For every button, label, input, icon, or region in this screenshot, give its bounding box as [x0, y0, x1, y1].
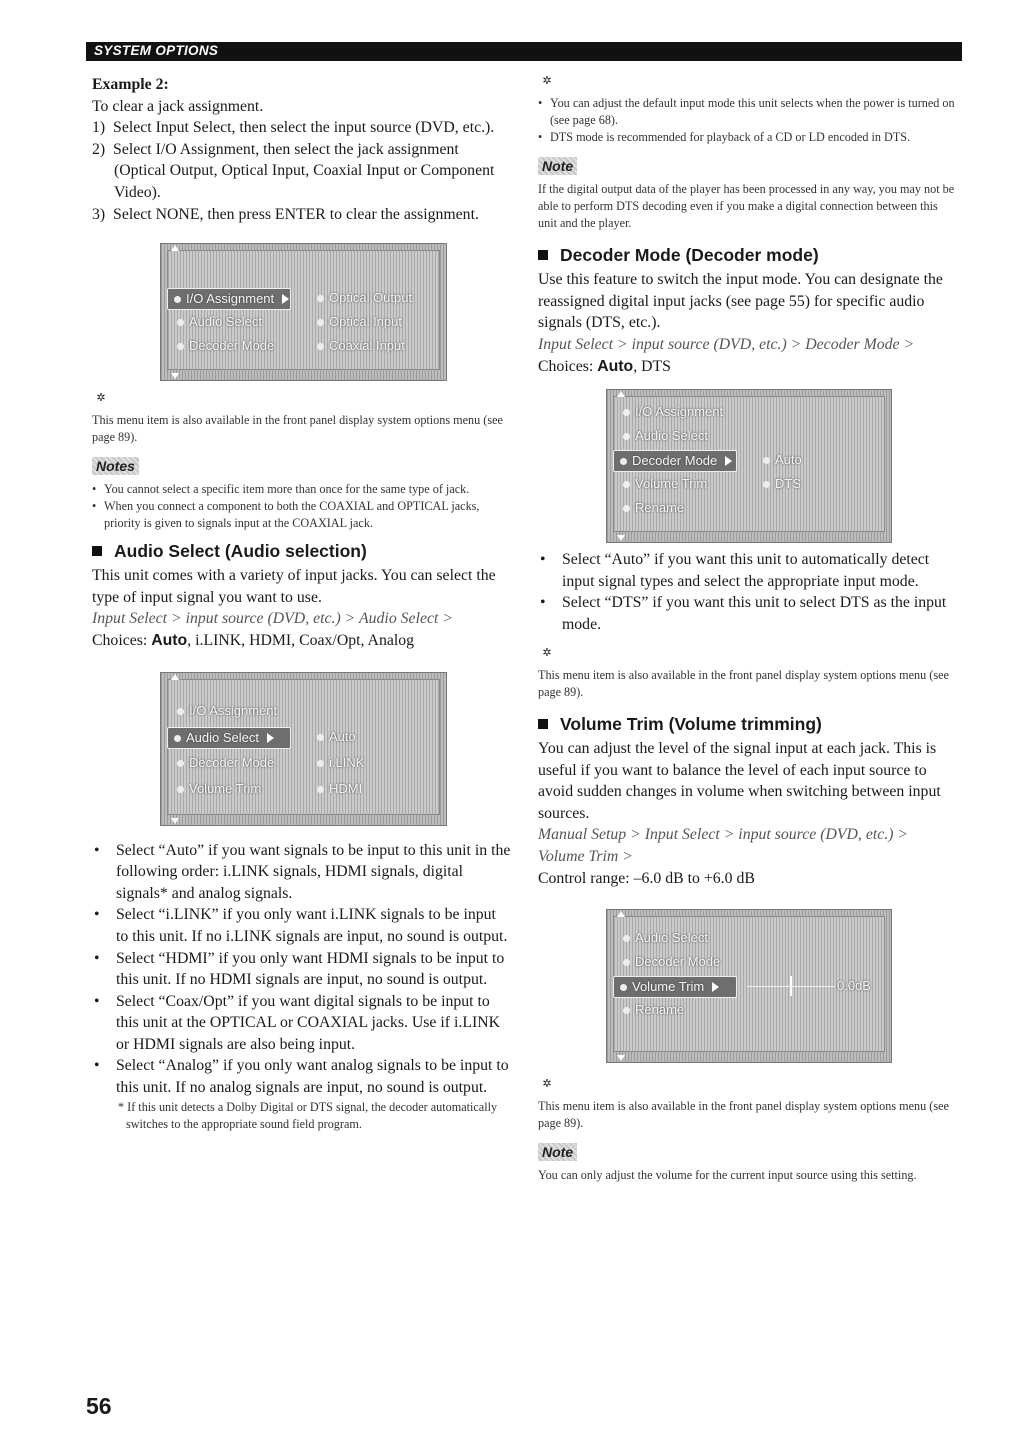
page-number: 56 — [86, 1393, 112, 1419]
osd-row-decoder-mode: Decoder Mode — [171, 753, 274, 773]
notes-label: Notes — [92, 457, 139, 475]
step-3: 3) Select NONE, then press ENTER to clear the assignment. — [92, 205, 479, 223]
osd-row-decoder-mode: Decoder Mode — [171, 336, 274, 356]
volume-trim-desc: You can adjust the level of the signal input at each jack. This is useful if you want to balance the level of each input source to avoid sudden changes in volume when switching between input sources. — [538, 739, 941, 822]
volume-trim-note: You can only adjust the volume for the current input source using this setting. — [538, 1167, 917, 1182]
audio-select-bullets — [92, 840, 512, 1099]
osd-screen-decoder-mode — [606, 389, 892, 543]
audio-select-path: Input Select > input source (DVD, etc.) > Audio Select > — [92, 610, 453, 628]
footnote: * If this unit detects a Dolby Digital or DTS signal, the decoder automatically switches to the appropriate sound field program. — [118, 1099, 498, 1131]
osd-option-optical-output: Optical Output — [311, 288, 412, 308]
volume-trim-heading: Volume Trim (Volume trimming) — [538, 713, 958, 735]
osd-option-auto: Auto — [311, 727, 356, 747]
section-header-bar — [86, 42, 962, 61]
tip-text-1: This menu item is also available in the front panel display system options menu (see page 89). — [92, 413, 503, 445]
osd-row-audio-select: Audio Select — [171, 312, 262, 332]
volume-trim-tip: This menu item is also available in the front panel display system options menu (see page 89). — [538, 1099, 949, 1131]
osd-option-auto: Auto — [757, 450, 802, 470]
note-text-1: If the digital output data of the player has been processed in any way, you may not be able to perform DTS decoding even if you make a digital connection between this unit and the player. — [538, 181, 955, 231]
osd-option-dts: DTS — [757, 474, 801, 494]
osd-screen-audio-select — [160, 672, 447, 826]
osd-row-volume-trim: Volume Trim — [171, 779, 261, 799]
osd-row-decoder-mode: Decoder Mode — [613, 450, 737, 472]
osd-row-audio-select: Audio Select — [617, 928, 708, 948]
bullet-item: • Select “Auto” if you want this unit to automatically detect input signal types and select the appropriate input mode. — [538, 549, 958, 592]
audio-select-choices: Choices: Auto, i.LINK, HDMI, Coax/Opt, Analog — [92, 631, 415, 649]
decoder-mode-choices: Choices: Auto, DTS — [538, 357, 671, 375]
example-title: Example 2: — [92, 76, 169, 93]
note-label: Note — [538, 1143, 577, 1161]
osd-screen-volume-trim — [606, 909, 892, 1063]
osd-row-decoder-mode: Decoder Mode — [617, 952, 720, 972]
osd-row-volume-trim: Volume Trim — [617, 474, 707, 494]
tip-item: • DTS mode is recommended for playback of a CD or LD encoded in DTS. — [538, 129, 958, 146]
osd-row-io-assignment: I/O Assignment — [167, 288, 291, 310]
osd-row-rename: Rename — [617, 498, 684, 518]
tip-icon: ✲ — [542, 646, 552, 659]
bullet-item: • Select “Analog” if you only want analog signals to be input to this unit. If no analog signals are input, no sound is output. — [92, 1055, 512, 1098]
osd-row-io-assignment: I/O Assignment — [171, 701, 277, 721]
tip-item: • You can adjust the default input mode this unit selects when the power is turned on (see page 68). — [538, 95, 958, 129]
tip-icon: ✲ — [542, 1078, 552, 1091]
osd-option-ilink: i.LINK — [311, 753, 364, 773]
note-item: • When you connect a component to both the COAXIAL and OPTICAL jacks, priority is given to signals input at the COAXIAL jack. — [92, 498, 512, 532]
osd-row-io-assignment: I/O Assignment — [617, 402, 723, 422]
notes-list — [92, 481, 512, 533]
bullet-item: • Select “Auto” if you want signals to be input to this unit in the following order: i.LINK signals, HDMI signals, digital signals* and analog signals. — [92, 840, 512, 905]
volume-trim-slider-knob — [790, 976, 792, 996]
section-header-title: SYSTEM OPTIONS — [94, 43, 219, 58]
audio-select-desc: This unit comes with a variety of input jacks. You can select the type of input signal you want to use. — [92, 567, 496, 606]
tip-icon: ✲ — [96, 392, 106, 405]
tips-list — [538, 95, 958, 147]
note-item: • You cannot select a specific item more than once for the same type of jack. — [92, 481, 512, 498]
osd-option-optical-input: Optical Input — [311, 312, 402, 332]
example-intro: To clear a jack assignment. — [92, 97, 264, 115]
osd-option-hdmi: HDMI — [311, 779, 362, 799]
bullet-item: • Select “i.LINK” if you only want i.LINK signals to be input to this unit. If no i.LINK signals are input, no sound is output. — [92, 904, 512, 947]
bullet-item: • Select “Coax/Opt” if you want digital signals to be input to this unit at the OPTICAL or COAXIAL jacks. Use if i.LINK or HDMI signals are also being input. — [92, 991, 512, 1056]
step-1: 1) Select Input Select, then select the input source (DVD, etc.). — [92, 119, 495, 137]
osd-row-audio-select: Audio Select — [617, 426, 708, 446]
decoder-mode-bullets — [538, 549, 958, 635]
osd-row-rename: Rename — [617, 1000, 684, 1020]
volume-trim-range: Control range: –6.0 dB to +6.0 dB — [538, 869, 755, 887]
decoder-mode-path: Input Select > input source (DVD, etc.) > Decoder Mode > — [538, 336, 915, 353]
decoder-mode-tip: This menu item is also available in the front panel display system options menu (see page 89). — [538, 667, 949, 699]
right-column — [538, 74, 958, 1184]
volume-trim-value: 0.0dB — [837, 978, 871, 994]
bullet-item: • Select “HDMI” if you only want HDMI signals to be input to this unit. If no HDMI signals are input, no sound is output. — [92, 948, 512, 991]
tip-icon: ✲ — [542, 75, 552, 87]
osd-row-audio-select: Audio Select — [167, 727, 291, 749]
left-column — [92, 74, 512, 1133]
note-label: Note — [538, 157, 577, 175]
osd-option-coaxial-input: Coaxial Input — [311, 336, 405, 356]
decoder-mode-heading: Decoder Mode (Decoder mode) — [538, 244, 958, 266]
osd-screen-io-assignment — [160, 243, 447, 381]
step-2: 2) Select I/O Assignment, then select the jack assignment (Optical Output, Optical Input, Coaxial Input or Component Video). — [92, 140, 495, 201]
osd-row-volume-trim: Volume Trim — [613, 976, 737, 998]
bullet-item: • Select “DTS” if you want this unit to select DTS as the input mode. — [538, 592, 958, 635]
volume-trim-path: Manual Setup > Input Select > input source (DVD, etc.) > Volume Trim > — [538, 826, 909, 865]
audio-select-heading: Audio Select (Audio selection) — [92, 540, 512, 562]
example-steps — [92, 117, 512, 225]
decoder-mode-desc: Use this feature to switch the input mode. You can designate the reassigned digital input jacks (see page 55) for specific audio signals (DTS, etc.). — [538, 271, 943, 332]
